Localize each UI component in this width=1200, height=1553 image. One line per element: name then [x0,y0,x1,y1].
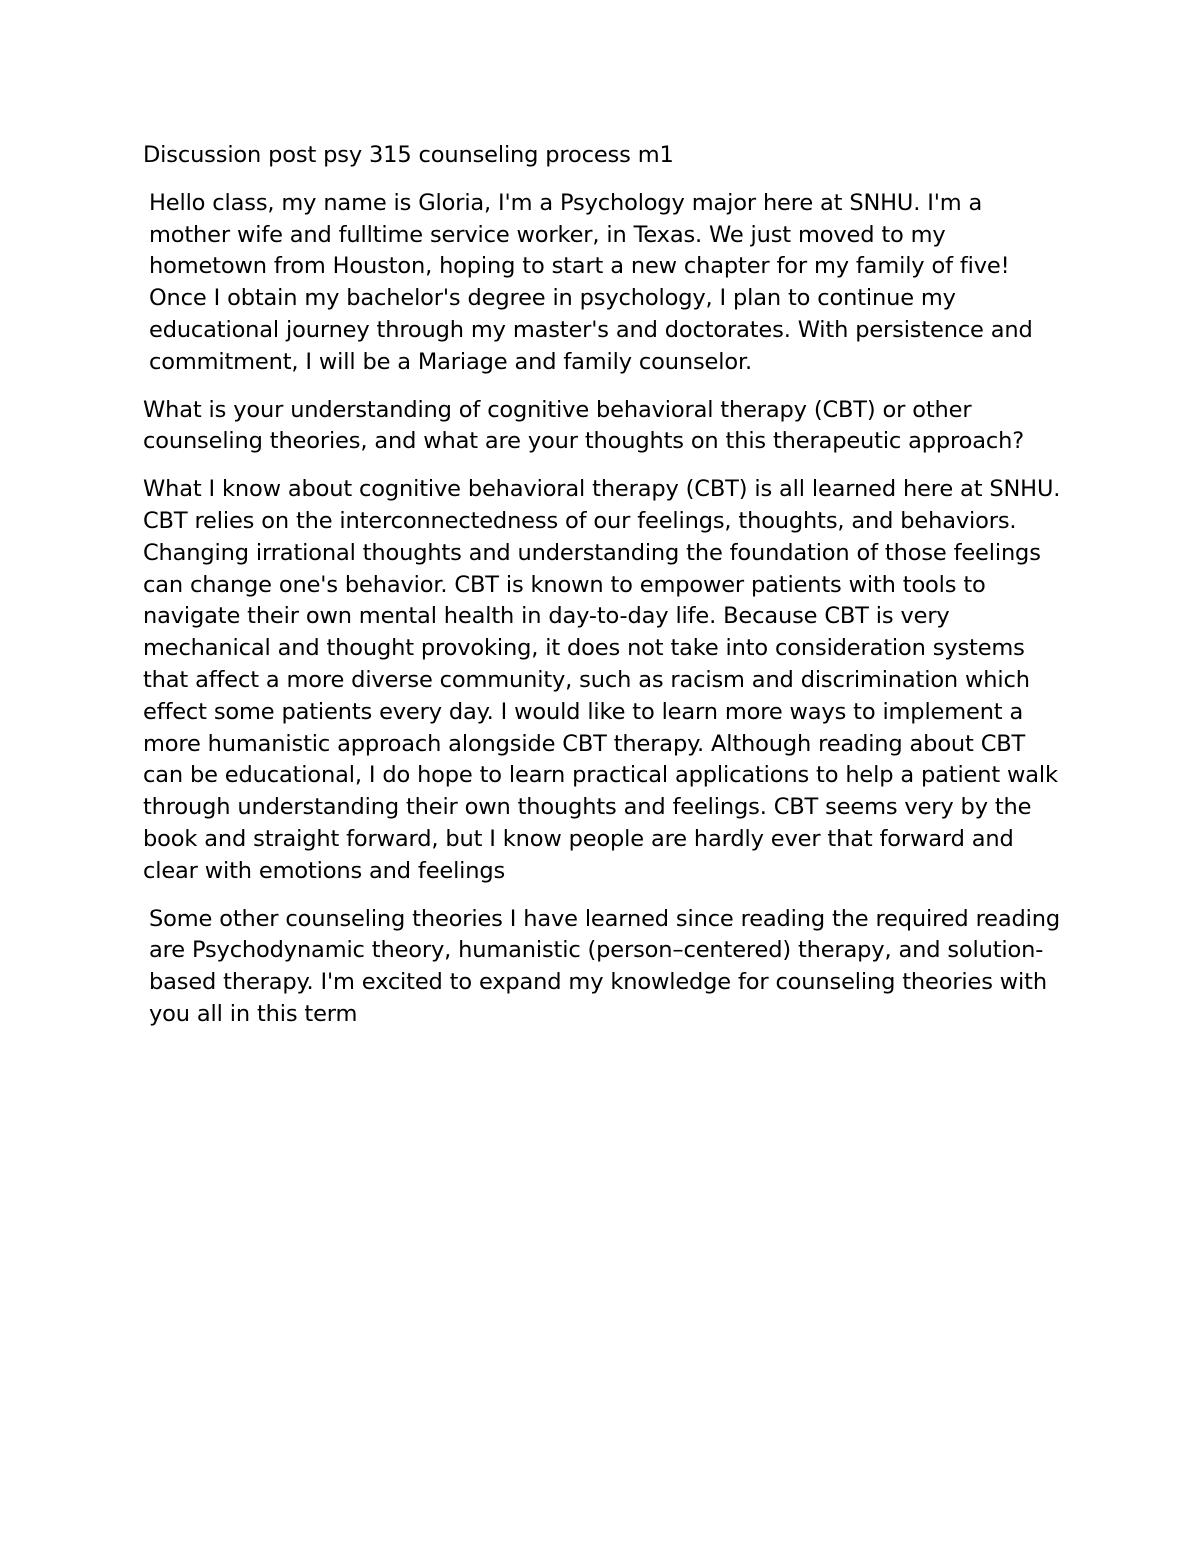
document-body [143,140,1068,1047]
question-paragraph: What is your understanding of cognitive behavioral therapy (CBT) or other counseling theories, and what are your thoughts on this therapeutic approach? [143,396,1025,455]
cbt-answer-paragraph: What I know about cognitive behavioral therapy (CBT) is all learned here at SNHU. CBT relies on the interconnectedness of our feelings, thoughts, and behaviors. Changing irrational thoughts and understanding the foundation of those feelings can change one's behavior. CBT is known to empower patients with tools to navigate their own mental health in day-to-day life. Because CBT is very mechanical and thought provoking, it does not take into consideration systems that affect a more diverse community, such as racism and discrimination which effect some patients every day. I would like to learn more ways to implement a more humanistic approach alongside CBT therapy. Although reading about CBT can be educational, I do hope to learn practical applications to help a patient walk through understanding their own thoughts and feelings. CBT seems very by the book and straight forward, but I know people are hardly ever that forward and clear with emotions and feelings [143,476,1061,884]
intro-paragraph: Hello class, my name is Gloria, I'm a Psychology major here at SNHU. I'm a mother wife and fulltime service worker, in Texas. We just moved to my hometown from Houston, hoping to start a new chapter for my family of five! Once I obtain my bachelor's degree in psychology, I plan to continue my educational journey through my master's and doctorates. With persistence and commitment, I will be a Mariage and family counselor. [149,189,1033,375]
document-title: Discussion post psy 315 counseling process m1 [143,142,674,168]
other-theories-paragraph: Some other counseling theories I have learned since reading the required reading are Psychodynamic theory, humanistic (person–centered) therapy, and solution-based therapy. I'm excited to expand my knowledge for counseling theories with you all in this term [149,905,1060,1027]
